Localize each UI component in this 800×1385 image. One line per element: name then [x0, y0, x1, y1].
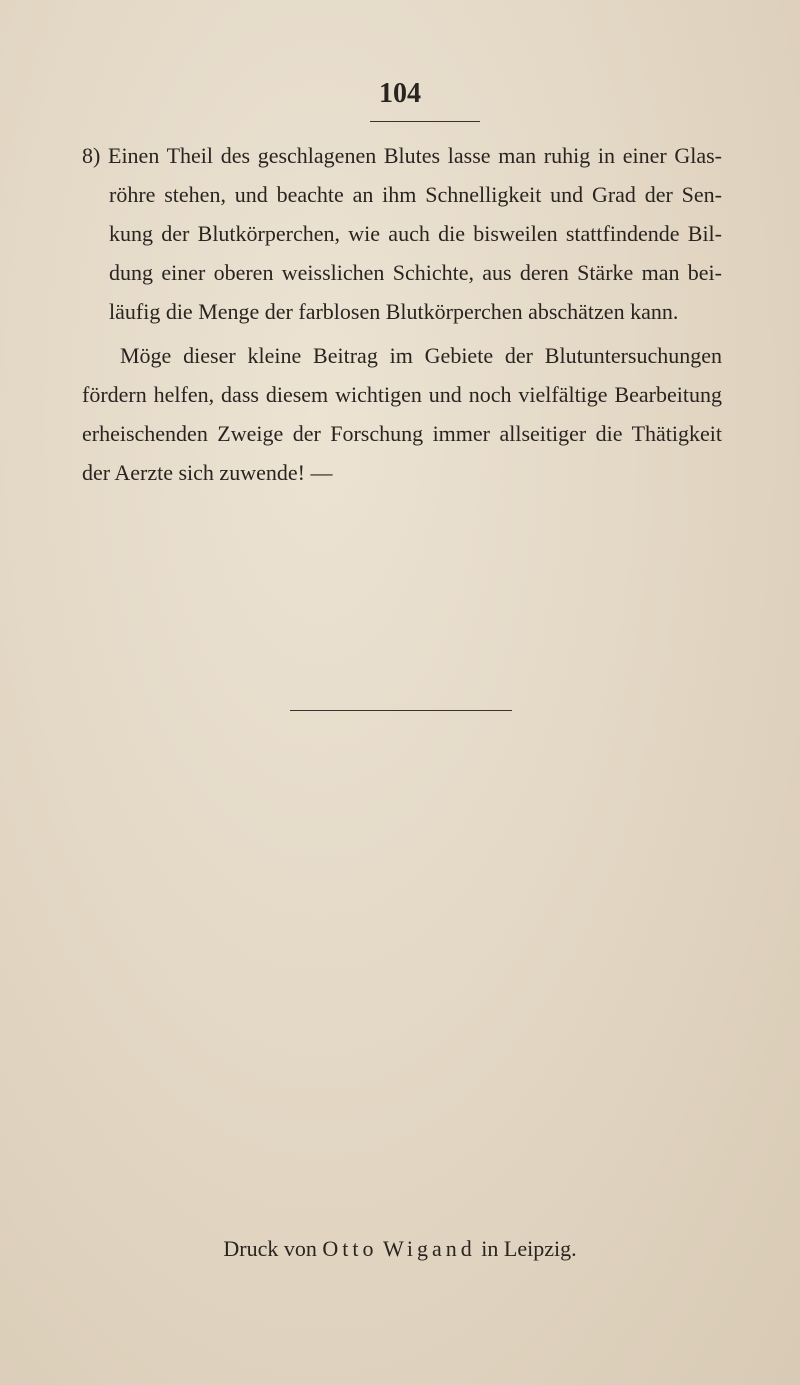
printer-imprint — [0, 1236, 800, 1262]
imprint-prefix: Druck von — [223, 1236, 317, 1261]
text-line: kung der Blutkörperchen, wie auch die bisweilen stattfindende Bil- — [109, 221, 722, 246]
header-rule — [370, 121, 480, 122]
text-line: dung einer oberen weisslichen Schichte, aus deren Stärke man bei- — [109, 260, 722, 285]
paragraph-2 — [82, 336, 722, 492]
text-line: läufig die Menge der farblosen Blutkörperchen abschätzen kann. — [109, 299, 679, 324]
printer-last-name: Wigand — [383, 1236, 476, 1261]
imprint-suffix: in Leipzig. — [481, 1236, 577, 1261]
printer-first-name: Otto — [322, 1236, 378, 1261]
text-line: erheischenden Zweige der Forschung immer allseitiger die Thätigkeit — [82, 421, 722, 446]
text-line: 8) Einen Theil des geschlagenen Blutes lasse man ruhig in einer Glas- — [82, 143, 722, 168]
text-line: der Aerzte sich zuwende! — — [82, 460, 333, 485]
text-line: röhre stehen, und beachte an ihm Schnelligkeit und Grad der Sen- — [109, 182, 722, 207]
text-line: Möge dieser kleine Beitrag im Gebiete der Blutuntersuchungen — [120, 343, 722, 368]
page-number: 104 — [379, 78, 421, 109]
paragraph-1 — [82, 136, 722, 331]
text-line: fördern helfen, dass diesem wichtigen und noch vielfältige Bearbeitung — [82, 382, 722, 407]
section-rule — [290, 710, 512, 711]
